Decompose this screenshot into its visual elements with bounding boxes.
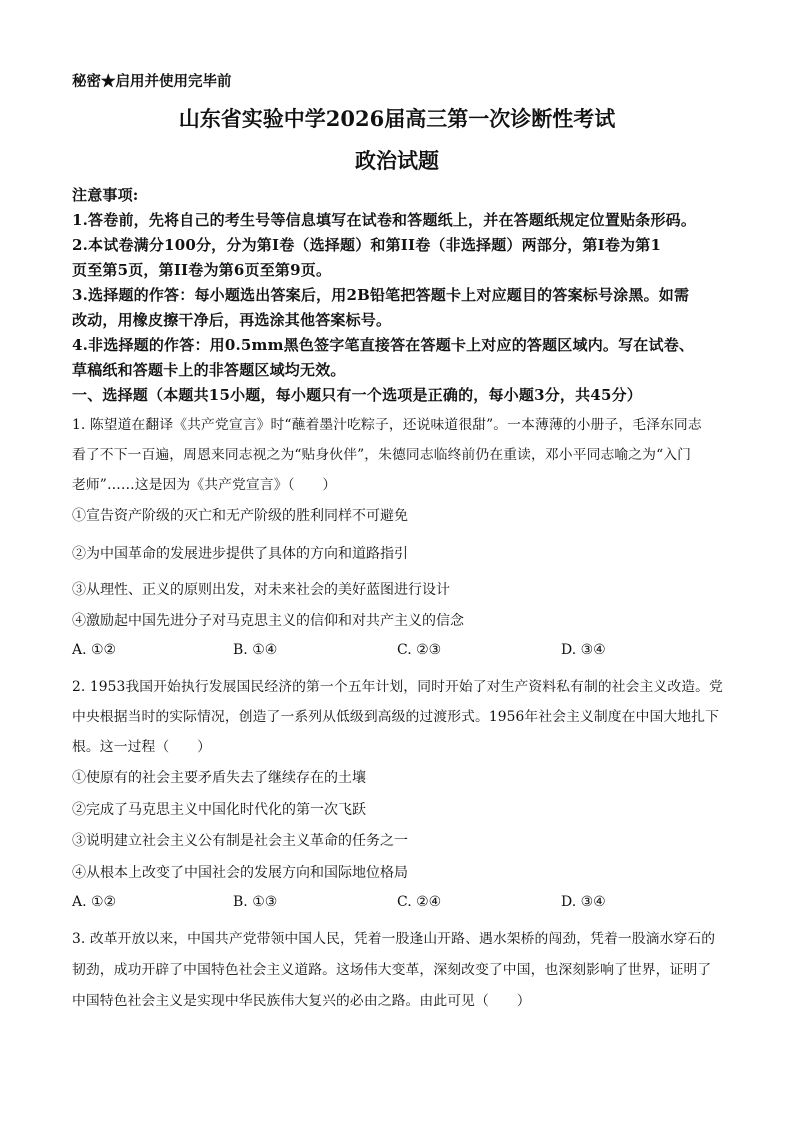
answer-choice-b[interactable]: B. ①③	[233, 894, 278, 910]
statement-option: ③从理性、正义的原则出发，对未来社会的美好蓝图进行设计	[72, 582, 450, 598]
notice-line: 页至第5页，第II卷为第6页至第9页。	[72, 261, 332, 279]
statement-option: ④从根本上改变了中国社会的发展方向和国际地位格局	[72, 865, 408, 881]
answer-choice-a[interactable]: A. ①②	[72, 642, 117, 658]
question-stem-line: 3. 改革开放以来，中国共产党带领中国人民，凭着一股逢山开路、遇水架桥的闯劲，凭着一股滴水穿石的	[72, 931, 716, 947]
answer-choice-d[interactable]: D. ③④	[561, 894, 606, 910]
notice-heading: 注意事项:	[72, 186, 139, 204]
notice-line: 4.非选择题的作答：用0.5mm黑色签字笔直接答在答题卡上对应的答题区域内。写在试卷、	[72, 336, 695, 354]
statement-option: ②完成了马克思主义中国化时代化的第一次飞跃	[72, 802, 366, 818]
notice-line: 3.选择题的作答：每小题选出答案后，用2B铅笔把答题卡上对应题目的答案标号涂黑。如需	[72, 286, 690, 304]
statement-option: ①使原有的社会主要矛盾失去了继续存在的土壤	[72, 770, 366, 786]
question-stem-line: 中央根据当时的实际情况，创造了一系列从低级到高级的过渡形式。1956年社会主义制度在中国大地扎下	[72, 709, 719, 725]
question-stem-line: 2. 1953我国开始执行发展国民经济的第一个五年计划，同时开始了对生产资料私有制的社会主义改造。党	[72, 679, 723, 695]
notice-line: 改动，用橡皮擦干净后，再选涂其他答案标号。	[72, 311, 392, 329]
question-stem-line: 老师”……这是因为《共产党宣言》（ ）	[72, 477, 337, 493]
section-heading: 一、选择题（本题共15小题，每小题只有一个选项是正确的，每小题3分，共45分）	[72, 386, 642, 404]
answer-choice-d[interactable]: D. ③④	[561, 642, 606, 658]
statement-option: ③说明建立社会主义公有制是社会主义革命的任务之一	[72, 833, 408, 849]
answer-choice-c[interactable]: C. ②④	[397, 894, 442, 910]
confidential-label: 秘密★启用并使用完毕前	[72, 73, 232, 90]
answer-choice-b[interactable]: B. ①④	[233, 642, 278, 658]
notice-line: 1.答卷前，先将自己的考生号等信息填写在试卷和答题纸上，并在答题纸规定位置贴条形码。	[72, 211, 697, 229]
notice-line: 2.本试卷满分100分，分为第Ⅰ卷（选择题）和第II卷（非选择题）两部分，第Ⅰ卷为第1	[72, 236, 662, 254]
exam-subtitle: 政治试题	[355, 148, 439, 173]
statement-option: ②为中国革命的发展进步提供了具体的方向和道路指引	[72, 546, 408, 562]
notice-line: 草稿纸和答题卡上的非答题区域均无效。	[72, 361, 346, 379]
statement-option: ①宣告资产阶级的灭亡和无产阶级的胜利同样不可避免	[72, 508, 408, 524]
answer-choice-a[interactable]: A. ①②	[72, 894, 117, 910]
question-stem-line: 韧劲，成功开辟了中国特色社会主义道路。这场伟大变革，深刻改变了中国，也深刻影响了世界，证明了	[72, 962, 712, 978]
question-stem-line: 看了不下一百遍，周恩来同志视之为“贴身伙伴”，朱德同志临终前仍在重读，邓小平同志喻之为“入门	[72, 447, 692, 463]
statement-option: ④激励起中国先进分子对马克思主义的信仰和对共产主义的信念	[72, 613, 464, 629]
question-stem-line: 1. 陈望道在翻译《共产党宣言》时“蘸着墨汁吃粽子，还说味道很甜”。一本薄薄的小册子，毛泽东同志	[72, 417, 702, 433]
question-stem-line: 根。这一过程（ ）	[72, 739, 211, 755]
question-stem-line: 中国特色社会主义是实现中华民族伟大复兴的必由之路。由此可见（ ）	[72, 993, 531, 1009]
exam-title: 山东省实验中学2026届高三第一次诊断性考试	[178, 106, 616, 131]
answer-choice-c[interactable]: C. ②③	[397, 642, 442, 658]
